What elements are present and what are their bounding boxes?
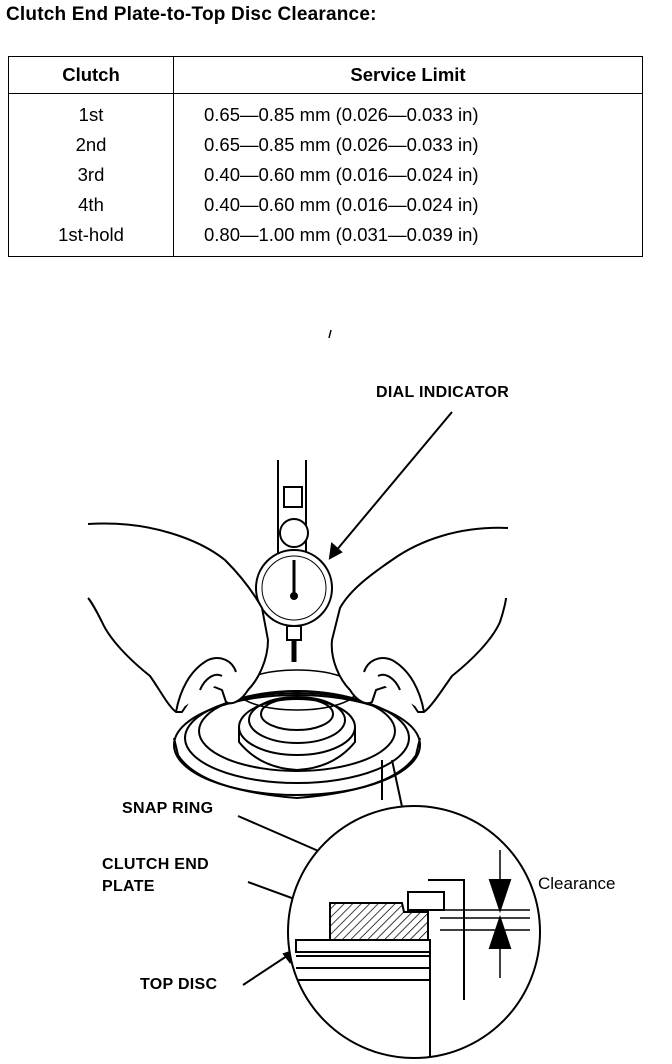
snap-ring-label: SNAP RING (122, 800, 214, 817)
page-title: Clutch End Plate-to-Top Disc Clearance: (6, 4, 377, 25)
detail-view (288, 806, 540, 1060)
clutch-cell: 4th (9, 190, 174, 220)
table-header-row (9, 57, 643, 94)
clutch-cell: 3rd (9, 160, 174, 190)
clutch-cell: 1st (9, 94, 174, 131)
clutch-end-plate-label-line2: PLATE (102, 878, 155, 895)
table-row (9, 94, 643, 131)
limit-cell: 0.65—0.85 mm (0.026—0.033 in) (174, 130, 643, 160)
stray-mark (329, 330, 331, 338)
service-limit-table (8, 56, 643, 257)
column-header-service-limit: Service Limit (174, 57, 643, 94)
column-header-clutch: Clutch (9, 57, 174, 94)
clutch-clearance-illustration (0, 280, 672, 1064)
clutch-cell: 2nd (9, 130, 174, 160)
clutch-drum (174, 670, 420, 798)
table-row (9, 220, 643, 257)
table-row (9, 190, 643, 220)
right-hand (332, 528, 508, 712)
clearance-label: Clearance (538, 874, 616, 893)
clutch-cell: 1st-hold (9, 220, 174, 257)
left-hand (88, 523, 268, 712)
table-row (9, 160, 643, 190)
table-row (9, 130, 643, 160)
top-disc-label: TOP DISC (140, 976, 218, 993)
limit-cell: 0.40—0.60 mm (0.016—0.024 in) (174, 190, 643, 220)
limit-cell: 0.65—0.85 mm (0.026—0.033 in) (174, 94, 643, 131)
dial-indicator-label: DIAL INDICATOR (376, 384, 510, 401)
clutch-end-plate-label-line1: CLUTCH END (102, 856, 209, 873)
limit-cell: 0.40—0.60 mm (0.016—0.024 in) (174, 160, 643, 190)
limit-cell: 0.80—1.00 mm (0.031—0.039 in) (174, 220, 643, 257)
